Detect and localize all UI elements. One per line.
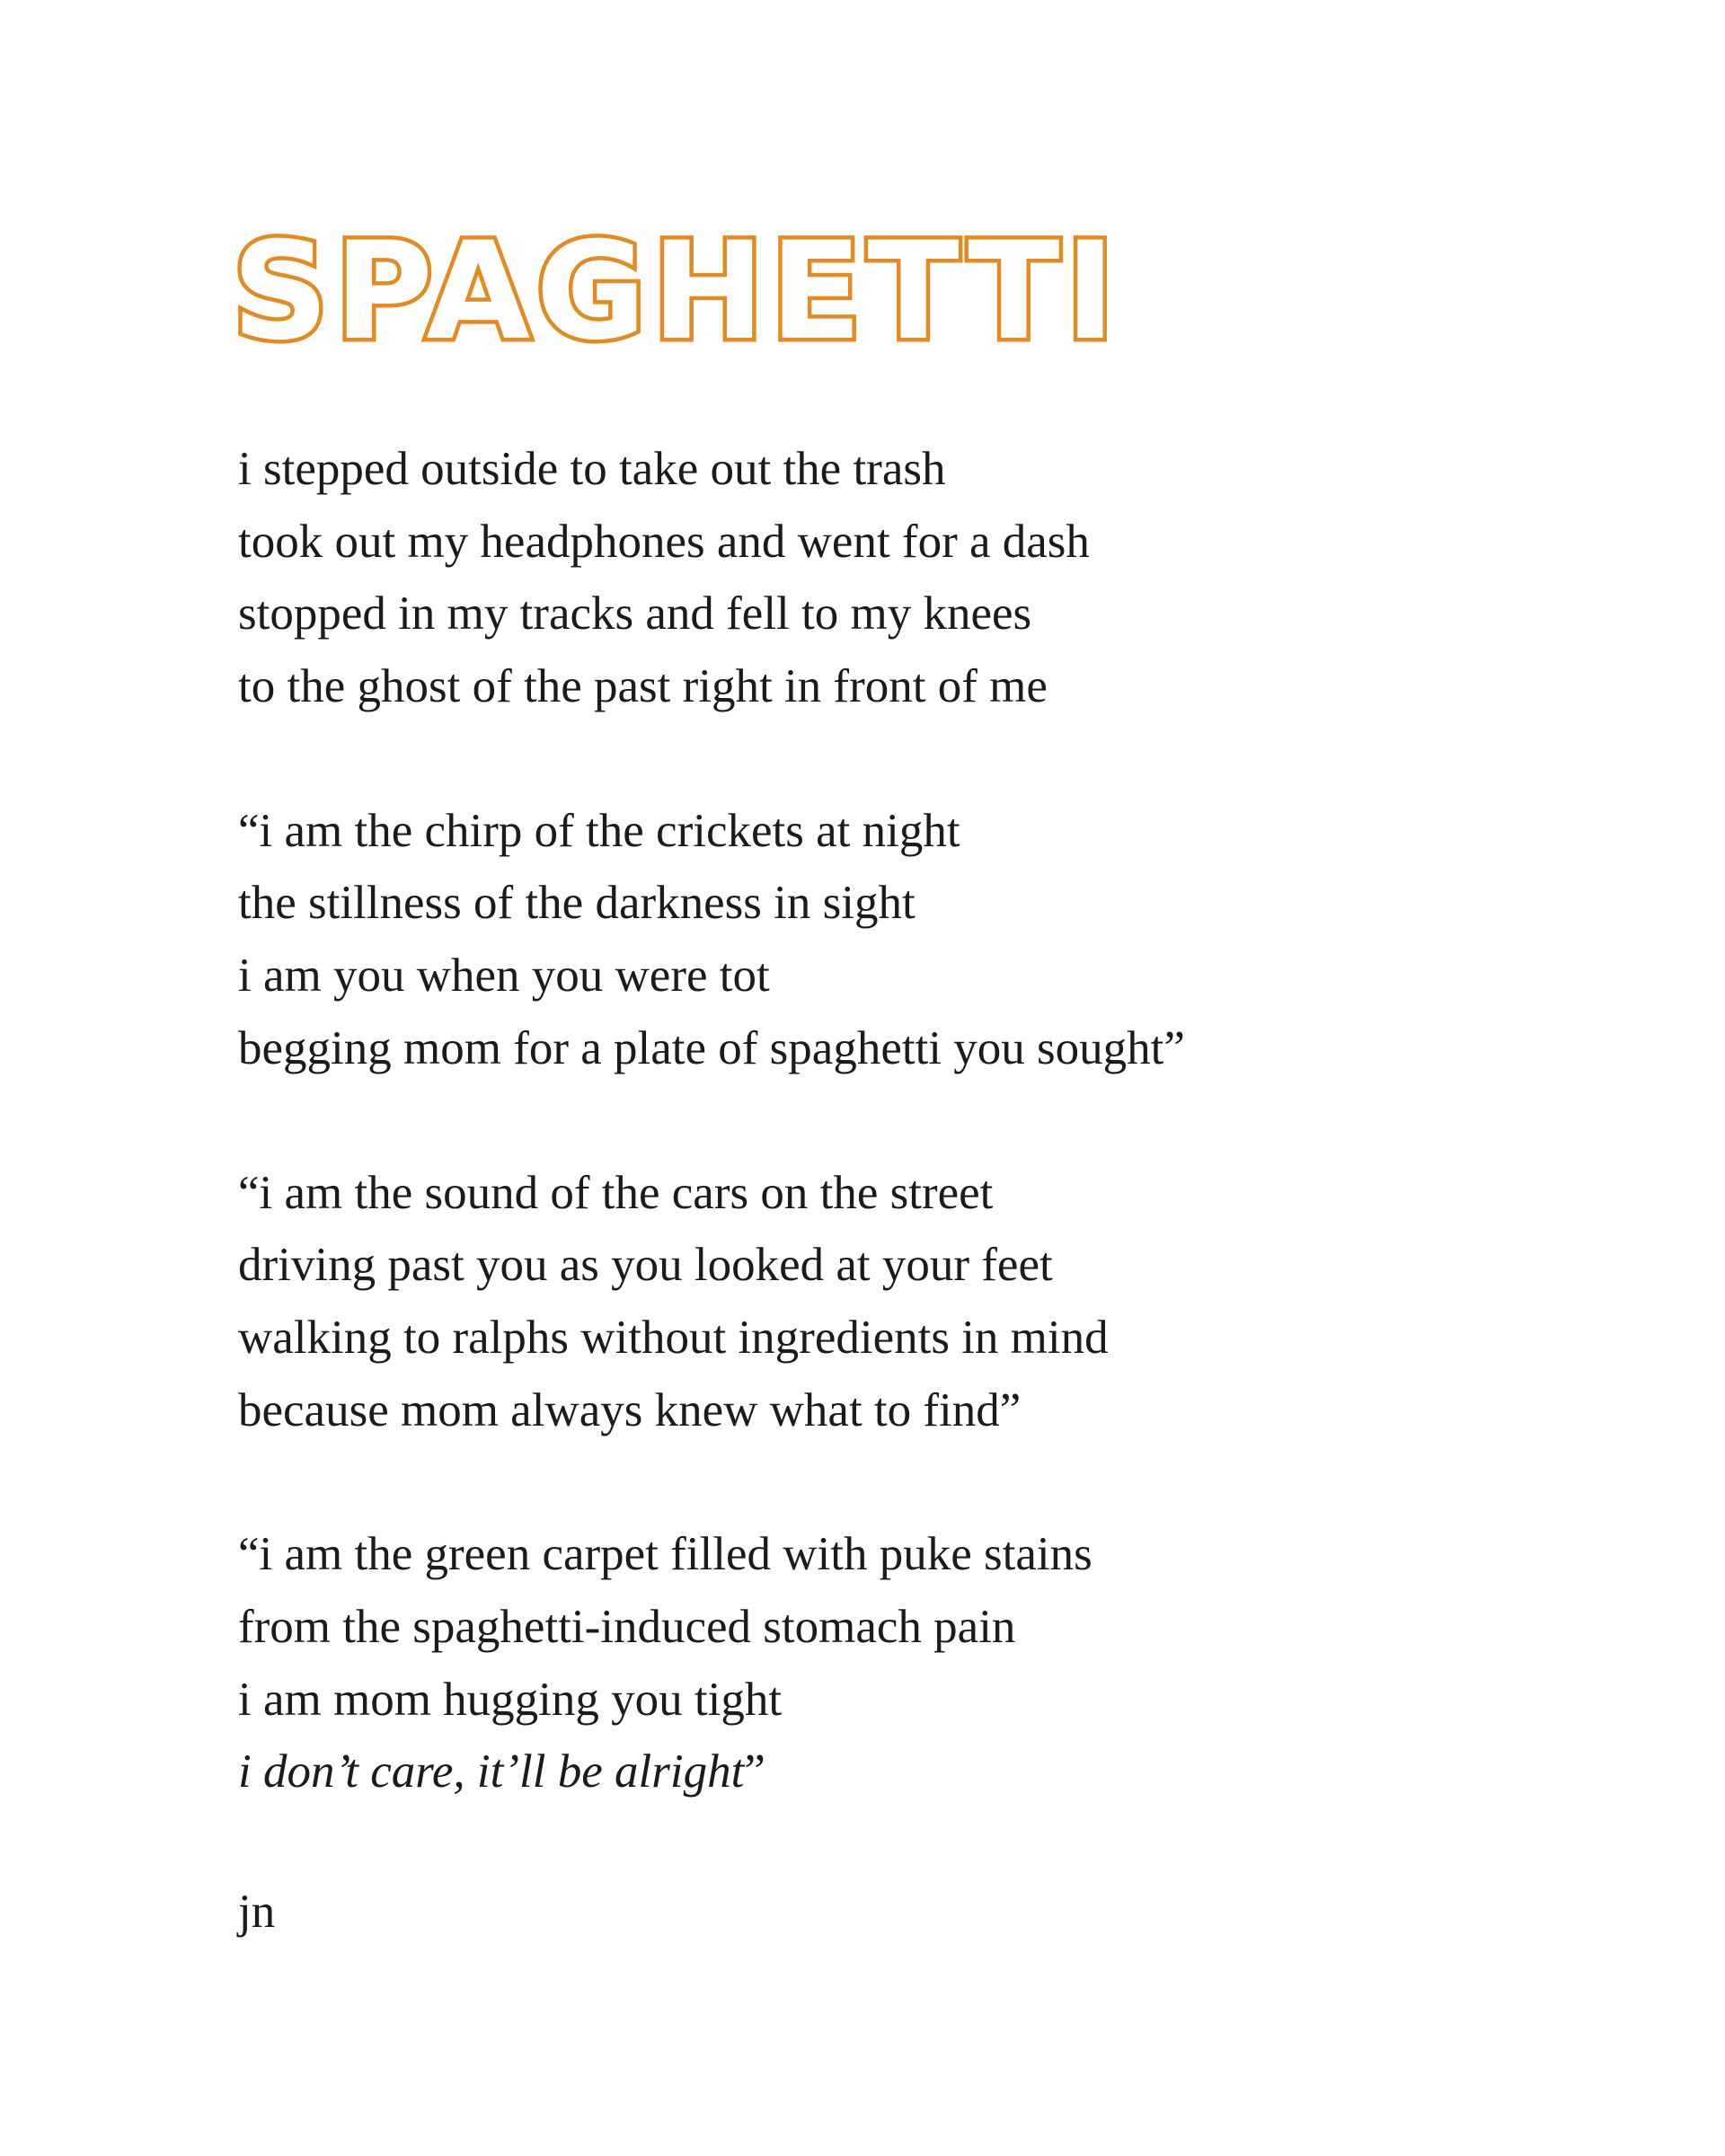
poem-line: i am you when you were tot [238, 950, 770, 1003]
stanza-4 [238, 1518, 1586, 1808]
poem-line: “i am the chirp of the crickets at night [238, 804, 960, 857]
stanza-2 [238, 795, 1586, 1085]
poem-line: because mom always knew what to find” [238, 1383, 1022, 1436]
poem-line: driving past you as you looked at your feet [238, 1239, 1053, 1292]
poem-line: took out my headphones and went for a dash [238, 515, 1090, 568]
poem-line: begging mom for a plate of spaghetti you sought” [238, 1021, 1185, 1074]
poem-line: to the ghost of the past right in front of me [238, 660, 1048, 713]
closing-quote-mark: ” [744, 1745, 765, 1798]
poem-line: the stillness of the darkness in sight [238, 877, 916, 930]
poem-line-italic [238, 1736, 1586, 1808]
poem-line: from the spaghetti-induced stomach pain [238, 1600, 1016, 1653]
poem-line: stopped in my tracks and fell to my knees [238, 588, 1032, 641]
poem-line: walking to ralphs without ingredients in mind [238, 1311, 1109, 1364]
poem-line: “i am the sound of the cars on the street [238, 1166, 994, 1219]
stanza-3 [238, 1157, 1586, 1447]
poem-line: i stepped outside to take out the trash [238, 443, 946, 495]
italic-quote: i don’t care, it’ll be alright [238, 1745, 745, 1798]
stanza-1 [238, 433, 1586, 723]
poem-title: SPAGHETTI [232, 214, 1121, 370]
author-signature: jn [238, 1886, 276, 1938]
poem-line: i am mom hugging you tight [238, 1673, 783, 1726]
poem-body [238, 433, 1586, 1880]
poem-line: “i am the green carpet filled with puke stains [238, 1528, 1092, 1581]
